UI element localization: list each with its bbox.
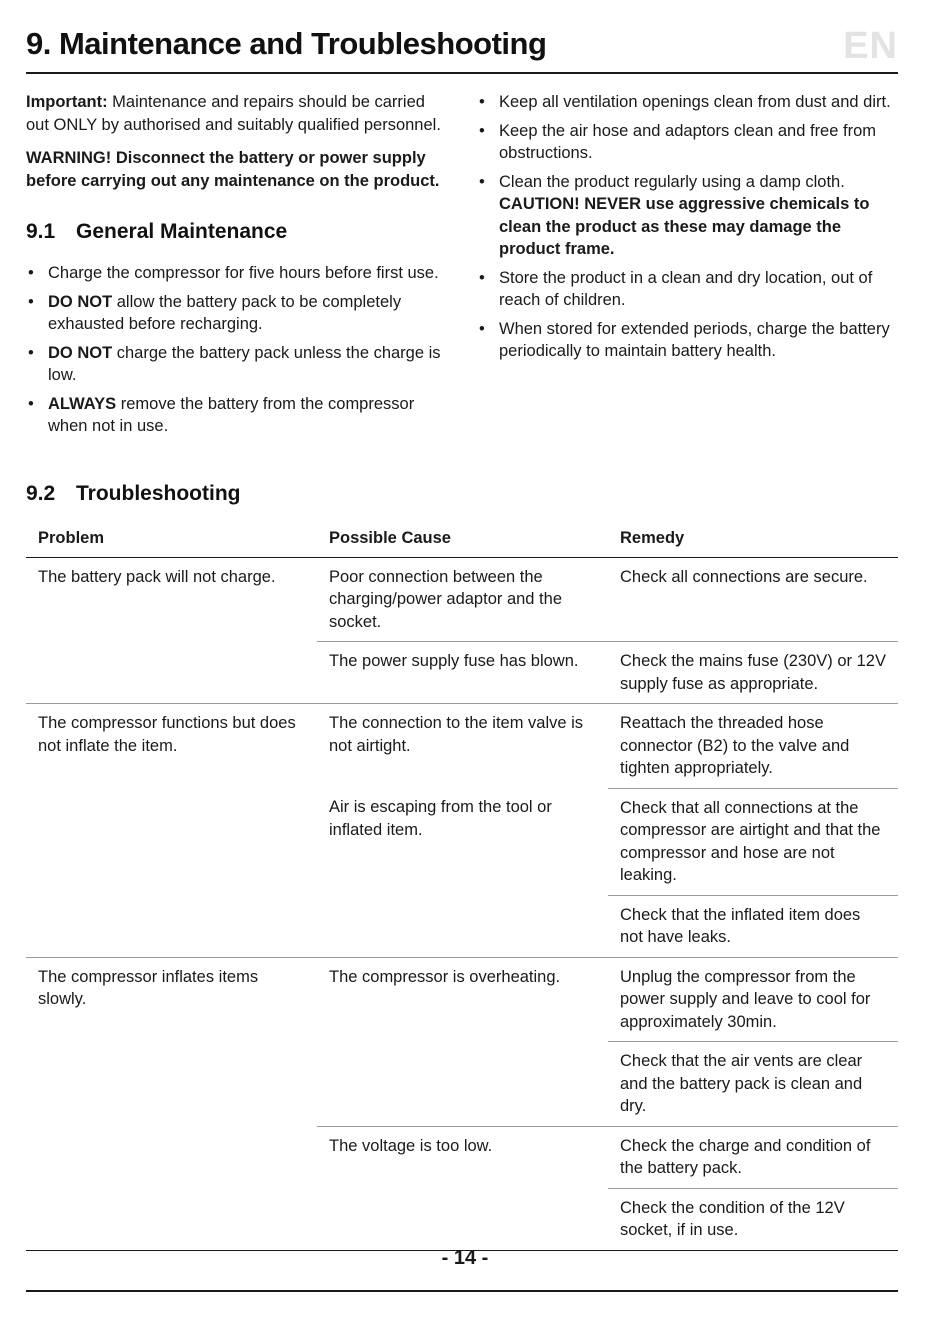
bullet-text: When stored for extended periods, charge the battery periodically to maintain battery health. — [499, 319, 890, 360]
bullet-text: Clean the product regularly using a damp cloth. — [499, 172, 845, 191]
warning-note: WARNING! Disconnect the battery or power supply before carrying out any maintenance on the product. — [26, 149, 440, 190]
bullet-icon: • — [479, 319, 485, 338]
bullet-text: remove the battery from the compressor when not in use. — [48, 394, 415, 435]
section-number: 9.1 — [26, 220, 56, 243]
list-item — [26, 262, 446, 285]
section-title: General Maintenance — [76, 220, 288, 243]
bullet-icon: • — [479, 268, 485, 287]
remedy-cell: Check that all connections at the compressor are airtight and that the compressor and hose are not leaking. — [608, 788, 898, 895]
cause-cell: The power supply fuse has blown. — [317, 642, 608, 704]
list-item — [477, 91, 902, 114]
remedy-cell: Check the mains fuse (230V) or 12V supply fuse as appropriate. — [608, 642, 898, 704]
important-note — [26, 91, 446, 136]
page-header — [26, 22, 898, 74]
bullet-icon: • — [28, 292, 34, 311]
bullet-text: Keep all ventilation openings clean from dust and dirt. — [499, 93, 891, 111]
problem-cell: The compressor functions but does not inflate the item. — [26, 704, 317, 958]
section-title: Troubleshooting — [76, 482, 241, 505]
bullet-lead: ALWAYS — [48, 394, 117, 413]
section-heading-general — [26, 218, 446, 246]
list-item — [26, 291, 446, 336]
table-row — [26, 557, 898, 642]
list-item — [26, 342, 446, 387]
list-item — [477, 318, 902, 363]
bullet-text: charge the battery pack unless the charge is low. — [48, 343, 441, 384]
remedy-cell: Check that the air vents are clear and the battery pack is clean and dry. — [608, 1042, 898, 1127]
bullet-lead: DO NOT — [48, 343, 113, 362]
cause-cell: The connection to the item valve is not airtight. — [329, 714, 584, 755]
bullet-text: Keep the air hose and adaptors clean and free from obstructions. — [499, 121, 876, 162]
remedy-cell: Check all connections are secure. — [608, 557, 898, 642]
bullet-lead: DO NOT — [48, 292, 113, 311]
table-header-row — [26, 522, 898, 557]
remedy-cell: Check that the inflated item does not have leaks. — [608, 895, 898, 957]
remedy-cell: Reattach the threaded hose connector (B2) to the valve and tighten appropriately. — [608, 704, 898, 789]
table-row — [26, 704, 898, 789]
bullet-icon: • — [28, 264, 34, 282]
cause-cell: Air is escaping from the tool or inflated item. — [317, 788, 608, 957]
list-item — [26, 393, 446, 438]
remedy-cell: Check the charge and condition of the battery pack. — [608, 1126, 898, 1188]
left-column — [26, 91, 446, 444]
bullet-icon: • — [479, 121, 485, 140]
troubleshooting-table — [26, 522, 898, 1251]
remedy-cell: Check the condition of the 12V socket, if in use. — [608, 1188, 898, 1250]
bullet-icon: • — [479, 172, 485, 191]
right-column — [477, 91, 902, 369]
bullet-icon: • — [28, 394, 34, 413]
table-row — [26, 957, 898, 1042]
section-heading-troubleshooting — [26, 480, 240, 508]
section-number: 9.2 — [26, 482, 56, 505]
caution-text: CAUTION! NEVER use aggressive chemicals to clean the product as these may damage the product frame. — [499, 195, 870, 258]
remedy-cell: Unplug the compressor from the power supply and leave to cool for approximately 30min. — [608, 957, 898, 1042]
column-header-cause: Possible Cause — [317, 522, 608, 557]
list-item — [477, 120, 902, 165]
column-header-problem: Problem — [26, 522, 317, 557]
care-bullet-list — [477, 91, 902, 363]
cause-cell: Poor connection between the charging/power adaptor and the socket. — [317, 557, 608, 642]
general-bullet-list — [26, 262, 446, 438]
cause-cell: The compressor is overheating. — [317, 957, 608, 1126]
language-badge: EN — [843, 25, 898, 67]
bullet-icon: • — [479, 93, 485, 111]
problem-cell: The battery pack will not charge. — [26, 557, 317, 704]
important-label: Important: — [26, 93, 108, 111]
bullet-icon: • — [28, 343, 34, 362]
list-item — [477, 267, 902, 312]
column-header-remedy: Remedy — [608, 522, 898, 557]
bullet-text: Charge the compressor for five hours before first use. — [48, 264, 439, 282]
cause-cell: The voltage is too low. — [317, 1126, 608, 1250]
bullet-text: Store the product in a clean and dry location, out of reach of children. — [499, 268, 873, 309]
bullet-text: allow the battery pack to be completely exhausted before recharging. — [48, 292, 402, 333]
footer-divider — [26, 1290, 898, 1292]
page-title: 9. Maintenance and Troubleshooting — [26, 26, 547, 61]
problem-cell: The compressor inflates items slowly. — [26, 957, 317, 1250]
list-item — [477, 171, 902, 261]
page-number: - 14 - — [441, 1247, 489, 1269]
important-text: Maintenance and repairs should be carried out ONLY by authorised and suitably qualified personnel. — [26, 93, 441, 134]
